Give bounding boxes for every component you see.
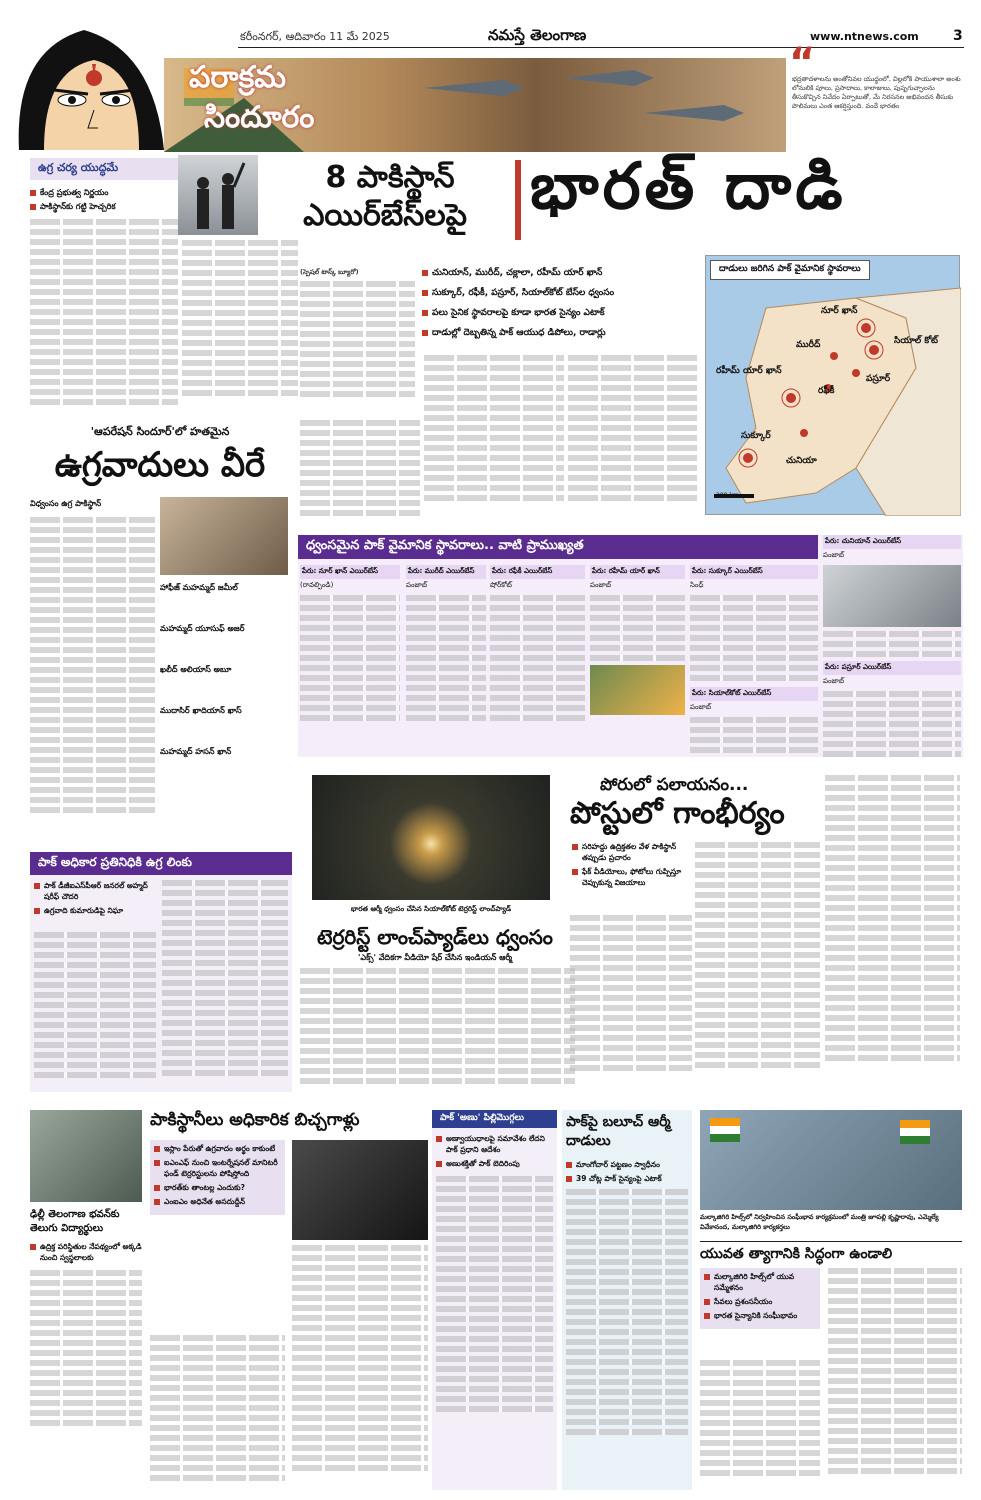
delhi-body xyxy=(30,1270,142,1440)
poru-bullet: ఫేక్ వీడియోలు, ఫోటోలు గుప్పిస్తూ చెప్పుకున్న విజయాలు xyxy=(572,867,692,889)
op-sindoor-section xyxy=(30,425,290,845)
owaisi-bullet: ఐఎంఎఫ్ నుంచి ఇంటర్నేషనల్ మానిటరీ ఫండ్‌ టెర్రరిస్టులను పోషిస్తోంది xyxy=(154,1158,281,1180)
youth-caption: మల్కాజిగిరి హిల్స్‌లో నిర్వహించిన సంఘీభావ కార్యక్రమంలో మంత్రి జూపల్లి కృష్ణారావు, ఎమ్మెల్యే వివేకానంద, మల్కాజిగిరి కార్యకర్తలు xyxy=(700,1213,939,1231)
base-card-name: పేరు: మురీద్ ఎయిర్‌బేస్ xyxy=(406,565,486,579)
terrorist-name: మహమ్మద్ హసన్ ఖాన్ xyxy=(160,747,232,756)
ugra-tag: ఉగ్ర చర్య యుద్ధమే xyxy=(30,158,178,180)
banner-quote: భద్రతాదళాలను అంతోనివల యుద్ధంలో, విల్లలోకి పాయుశాలా అంశు లోనులికి పూలు, ప్రసాదాలు, కాలాజులు, పుష్పగుచ్ఛాలను తీసుకొచ్చిన నివేదం ఏర్పాటుతో, మే నిరసనల అభివందన తీసుకు పొలిమలు ఎంత ఆకర్షిస్తుంది. వందే భారతం xyxy=(792,75,961,111)
base-card-loc: పంజాబ్ xyxy=(690,703,712,711)
anu-body xyxy=(432,1176,557,1426)
map-box xyxy=(705,255,960,515)
banner-title-line1: పరాక్రమ xyxy=(189,60,287,95)
map-place-sialkot: సియాల్ కోట్ xyxy=(894,336,938,346)
pak-link-col1 xyxy=(34,932,156,1087)
youth-bullet: మల్కాజిగిరి హిల్స్‌లో యువ సమ్మేళనం xyxy=(704,1272,816,1294)
base-card-name: పేరు: చునియాన్ ఎయిర్‌బేస్ xyxy=(823,535,961,549)
pak-link-bullet: ఉగ్రవాది కుమారుడిపై నిఘా xyxy=(34,906,154,917)
base-card-loc: పంజాబ్ xyxy=(590,581,612,589)
owaisi-bullet: భారత్‌కు తాంటల్ల ఎందుకు? xyxy=(154,1183,281,1194)
map-place-noor-khan: నూర్ ఖాన్ xyxy=(821,306,858,316)
youth-bullets-box xyxy=(700,1268,820,1329)
banner xyxy=(14,20,964,152)
terrorist-names xyxy=(160,583,290,758)
launchpad-caption: భారత ఆర్మీ ధ్వంసం చేసిన సియాల్‌కోట్ టెర్రరిస్ట్ లాంచ్‌ప్యాడ్ xyxy=(350,905,512,913)
pak-link-bullets xyxy=(34,881,154,917)
map-place-chunian: చునియా xyxy=(786,456,817,466)
pak-link-col2 xyxy=(162,880,288,1087)
poru-line1: పోరులో పలాయనం... xyxy=(600,775,749,795)
owaisi-bullets xyxy=(154,1144,281,1208)
delhi-bullets xyxy=(30,1242,142,1264)
bases-section xyxy=(298,535,963,757)
map-place-sukkur: సుక్కూర్ xyxy=(741,431,771,441)
baloch-headline: పాక్‌పై బలూచ్ ఆర్మీ దాడులు xyxy=(566,1114,671,1149)
main-story-col1 xyxy=(182,240,298,420)
base-card-loc: (రావల్పిండి) xyxy=(300,581,334,589)
poru-bullet: సరిహద్దు ఉద్రిక్తతల వేళ పాకిస్థాన్ తప్పుడు ప్రచారం xyxy=(572,842,692,864)
youth-headline: యువత త్యాగానికి సిద్ధంగా ఉండాలి xyxy=(700,1241,962,1265)
ugra-bullet: కేంద్ర ప్రభుత్వ నిర్ణయం xyxy=(30,188,178,199)
youth-bullet: సేవలు ప్రశంసనీయం xyxy=(704,1297,816,1308)
main-bullet: చునియాన్, మురీద్, చక్లాలా, రహీమ్ యార్ ఖాన్ xyxy=(422,268,702,280)
map-place-rafiqui: రఫీకీ xyxy=(818,386,835,396)
anu-bullet: అణ్వాయుధాలపై సమావేశం లేదని పాక్ ప్రధాని ఆదేశం xyxy=(436,1134,553,1156)
baloch-bullets xyxy=(566,1160,688,1185)
owaisi-bullet: ఎంఐఎం అధినేత అసదుద్దీన్ xyxy=(154,1197,281,1208)
headline-big: భారత్ దాడి xyxy=(530,150,847,224)
ugra-bullets xyxy=(30,188,178,213)
poru-line2: పోస్టులో గాంభీర్యం xyxy=(570,796,785,831)
owaisi-section xyxy=(150,1110,428,1490)
delhi-headline: ఢిల్లీ తెలంగాణ భవన్‌కు తెలుగు విద్యార్థులు xyxy=(30,1209,120,1234)
poru-col1 xyxy=(570,915,692,1085)
baloch-body xyxy=(562,1189,692,1449)
base-card-loc: సింధ్ xyxy=(690,581,704,589)
main-bullet: సుక్కూర్, రఫీకీ, పస్రూర్, సియాల్‌కోట్ బేస్‌ల ధ్వంసం xyxy=(422,288,702,300)
baloch-section xyxy=(562,1110,692,1490)
base-card xyxy=(823,535,961,761)
base-card-name: పేరు: సుక్కూర్ ఎయిర్‌బేస్ xyxy=(690,565,818,579)
ugra-body xyxy=(30,219,178,414)
pak-link-section xyxy=(30,852,292,1092)
op-sindoor-kicker: 'ఆపరేషన్ సిందూర్'లో హతమైన xyxy=(90,425,230,438)
main-story-col5 xyxy=(568,355,698,525)
explosion-photo xyxy=(590,665,685,715)
base-card xyxy=(300,565,400,725)
delhi-section xyxy=(30,1110,142,1490)
map-scale: 200 km xyxy=(716,492,739,499)
soldiers-silhouette-photo xyxy=(178,155,258,235)
map-place-pasrur: పస్రూర్ xyxy=(866,374,891,384)
paper-name: నమస్తే తెలంగాణ xyxy=(488,26,587,44)
pak-link-headline: పాక్ అధికార ప్రతినిధికి ఉగ్ర లింకు xyxy=(30,852,292,875)
launchpad-body xyxy=(300,968,575,1088)
youth-section xyxy=(700,1110,962,1490)
base-card-loc: షోర్‌కోట్ xyxy=(490,581,512,589)
terrorist-name: ముదాసిర్ ఖాదియాన్ ఖాస్ xyxy=(160,706,242,715)
owaisi-col2 xyxy=(292,1245,428,1490)
ugra-bullet: పాకిస్థాన్‌కు గట్టి హెచ్చరిక xyxy=(30,202,178,213)
base-card-name: పేరు: రహీమ్ యార్ ఖాన్ xyxy=(590,565,685,579)
bases-title: ధ్వంసమైన పాక్ వైమానిక స్థావరాలు.. వాటి ప్రాముఖ్యత xyxy=(298,535,818,559)
launchpad-sub: 'ఎక్స్' వేదికగా వీడియో షేర్ చేసిన ఇండియన్ ఆర్మీ xyxy=(357,953,513,962)
launchpad-video-still xyxy=(312,775,550,900)
ugra-section xyxy=(30,158,178,422)
owaisi-bullet: ఇస్లాం పేరుతో ఉగ్రవాదం అర్థం కాకుంటే xyxy=(154,1144,281,1155)
map-place-rahim-yar-khan: రహీమ్ యార్ ఖాన్ xyxy=(716,366,782,376)
anu-bullets xyxy=(436,1134,553,1170)
headline-line2: ఎయిర్‌బేస్‌లపై xyxy=(303,198,467,233)
quote-mark-icon: “ xyxy=(789,40,816,86)
pak-link-bullet: పాక్ డీజీఐఎస్‌పీఆర్ జనరల్ అహ్మద్ షరీఫ్ చౌదరి xyxy=(34,881,154,903)
students-photo xyxy=(30,1110,142,1202)
anu-section xyxy=(432,1110,557,1490)
dateline: కరీంనగర్, ఆదివారం 11 మే 2025 xyxy=(240,30,390,43)
youth-col1 xyxy=(700,1360,820,1488)
headline-line1: 8 పాకిస్థాన్ xyxy=(325,160,455,195)
base-card xyxy=(690,565,818,757)
owaisi-headline: పాకిస్థానీలు అధికారిక బిచ్చగాళ్లు xyxy=(150,1110,360,1130)
destroyed-building-photo xyxy=(160,497,288,575)
main-story-col4 xyxy=(424,355,564,525)
base-card-loc: పంజాబ్ xyxy=(823,551,845,559)
page-number: 3 xyxy=(953,28,963,44)
banner-title-line2: సిందూరం xyxy=(204,100,315,135)
base-card xyxy=(406,565,486,725)
base-card xyxy=(590,565,685,715)
op-sindoor-sub: విధ్వంసం ఉగ్ర పాకిస్థాన్ xyxy=(30,499,102,508)
terrorist-name: మహమ్మద్ యూసుఫ్ అజర్ xyxy=(160,624,245,633)
base-card-name: పేరు: పస్రూర్ ఎయిర్‌బేస్ xyxy=(823,661,961,675)
base-card-loc: పంజాబ్ xyxy=(406,581,428,589)
anu-headline: పాక్ 'అణు' పిల్లిమొగ్గలు xyxy=(432,1110,557,1128)
main-story-col3 xyxy=(300,420,420,530)
anu-bullet: అణుశక్తితో పాక్ బెదిరింపు xyxy=(436,1159,553,1170)
airbase-ruins-photo xyxy=(823,565,961,627)
base-card-loc: పంజాబ్ xyxy=(823,677,845,685)
youth-col2 xyxy=(828,1268,962,1488)
terrorist-name: ఖలీద్ అలియాస్ అబూ xyxy=(160,665,232,674)
poru-section xyxy=(560,770,960,1090)
terrorist-name: హాఫీజ్ మహమ్మద్ జమీల్ xyxy=(160,583,238,592)
base-card-name: పేరు: రఫీకీ ఎయిర్‌బేస్ xyxy=(490,565,585,579)
rally-photo xyxy=(700,1110,962,1210)
poru-col3 xyxy=(825,775,960,1085)
map-title: దాడులు జరిగిన పాక్ వైమానిక స్థావరాలు xyxy=(710,260,870,280)
main-bullet: దాడుల్లో దెబ్బతిన్న పాక్ ఆయుధ డిపోలు, రాడార్లు xyxy=(422,328,702,340)
youth-bullet: భారత సైన్యానికి సంఘీభావం xyxy=(704,1311,816,1322)
main-byline: (స్పెషల్ టాస్క్ బ్యూరో) xyxy=(300,268,359,276)
base-card xyxy=(490,565,585,725)
base-card-name: పేరు: నూర్ ఖాన్ ఎయిర్‌బేస్ xyxy=(300,565,400,579)
youth-bullets xyxy=(704,1272,816,1322)
baloch-bullet: 39 చోట్ల పాక్ సైన్యంపై ఎటాక్ xyxy=(566,1174,688,1185)
baloch-bullet: మాంగోచార్ పట్టణం స్వాధీనం xyxy=(566,1160,688,1171)
owaisi-col1 xyxy=(150,1335,285,1490)
woman-face-illustration xyxy=(14,20,164,152)
owaisi-photo xyxy=(292,1140,428,1240)
poru-bullets xyxy=(572,842,692,892)
launchpad-headline: టెర్రరిస్ట్ లాంచ్‌ప్యాడ్‌లు ధ్వంసం xyxy=(317,925,553,949)
owaisi-bullets-box xyxy=(150,1140,285,1215)
op-sindoor-body xyxy=(30,517,155,837)
main-bullet: పలు సైనిక స్థావరాలపై కూడా భారత సైన్యం ఎటాక్ xyxy=(422,308,702,320)
website: www.ntnews.com xyxy=(810,30,919,43)
op-sindoor-headline: ఉగ్రవాదులు వీరే xyxy=(54,445,266,485)
delhi-bullet: ఉద్రిక్త పరిస్థితుల నేపథ్యంలో అక్కడి నుంచి స్వస్థలాలకు xyxy=(30,1242,142,1264)
main-bullets xyxy=(422,268,702,348)
map-place-murid: మురీద్ xyxy=(796,340,821,350)
poru-col2 xyxy=(695,842,820,1087)
base-card-name: పేరు: సియాల్‌కోట్ ఎయిర్‌బేస్ xyxy=(690,687,818,701)
main-story-col2 xyxy=(300,268,415,418)
